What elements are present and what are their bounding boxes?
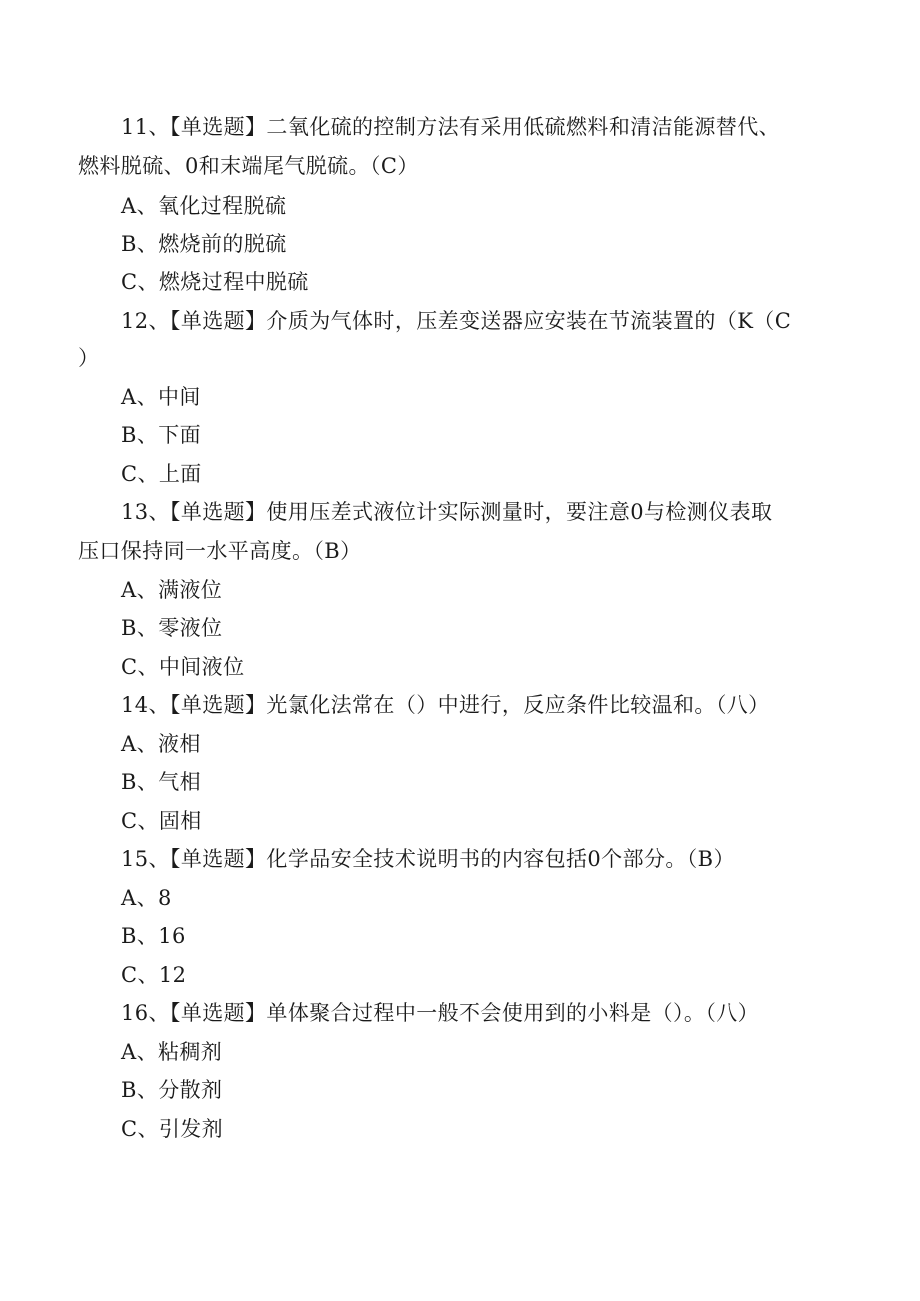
- question-13-option-a: A、满液位: [121, 578, 223, 602]
- question-14-option-a: A、液相: [121, 732, 201, 756]
- question-14-stem: 14、【单选题】光氯化法常在（）中进行，反应条件比较温和。（八）: [121, 693, 770, 717]
- question-11-option-a: A、氧化过程脱硫: [121, 194, 287, 218]
- question-12-stem: 12、【单选题】介质为气体时，压差变送器应安装在节流装置的（K（C: [121, 309, 792, 333]
- question-12-option-a: A、中间: [121, 385, 201, 409]
- question-14-option-b: B、气相: [121, 770, 202, 794]
- question-16-option-b: B、分散剂: [121, 1078, 223, 1102]
- question-16-stem: 16、【单选题】单体聚合过程中一般不会使用到的小料是（）。（八）: [121, 1001, 760, 1025]
- question-15-option-b: B、16: [121, 924, 186, 948]
- question-11-stem-continued: 燃料脱硫、0和末端尾气脱硫。（C）: [78, 154, 419, 178]
- question-11-option-c: C、燃烧过程中脱硫: [121, 270, 309, 294]
- question-15-option-c: C、12: [121, 963, 187, 987]
- question-11-option-b: B、燃烧前的脱硫: [121, 232, 287, 256]
- question-13-option-c: C、中间液位: [121, 655, 245, 679]
- question-13-stem: 13、【单选题】使用压差式液位计实际测量时，要注意0与检测仪表取: [121, 500, 773, 524]
- question-16-option-c: C、引发剂: [121, 1117, 224, 1141]
- question-14-option-c: C、固相: [121, 809, 202, 833]
- question-12-stem-continued: ）: [78, 346, 100, 370]
- question-13-stem-continued: 压口保持同一水平高度。（B）: [78, 539, 362, 563]
- question-12-option-c: C、上面: [121, 462, 202, 486]
- question-16-option-a: A、粘稠剂: [121, 1040, 223, 1064]
- question-11-stem: 11、【单选题】二氧化硫的控制方法有采用低硫燃料和清洁能源替代、: [121, 115, 781, 139]
- question-15-stem: 15、【单选题】化学品安全技术说明书的内容包括0个部分。（B）: [121, 847, 735, 871]
- question-13-option-b: B、零液位: [121, 616, 223, 640]
- question-15-option-a: A、8: [121, 886, 172, 910]
- question-12-option-b: B、下面: [121, 423, 202, 447]
